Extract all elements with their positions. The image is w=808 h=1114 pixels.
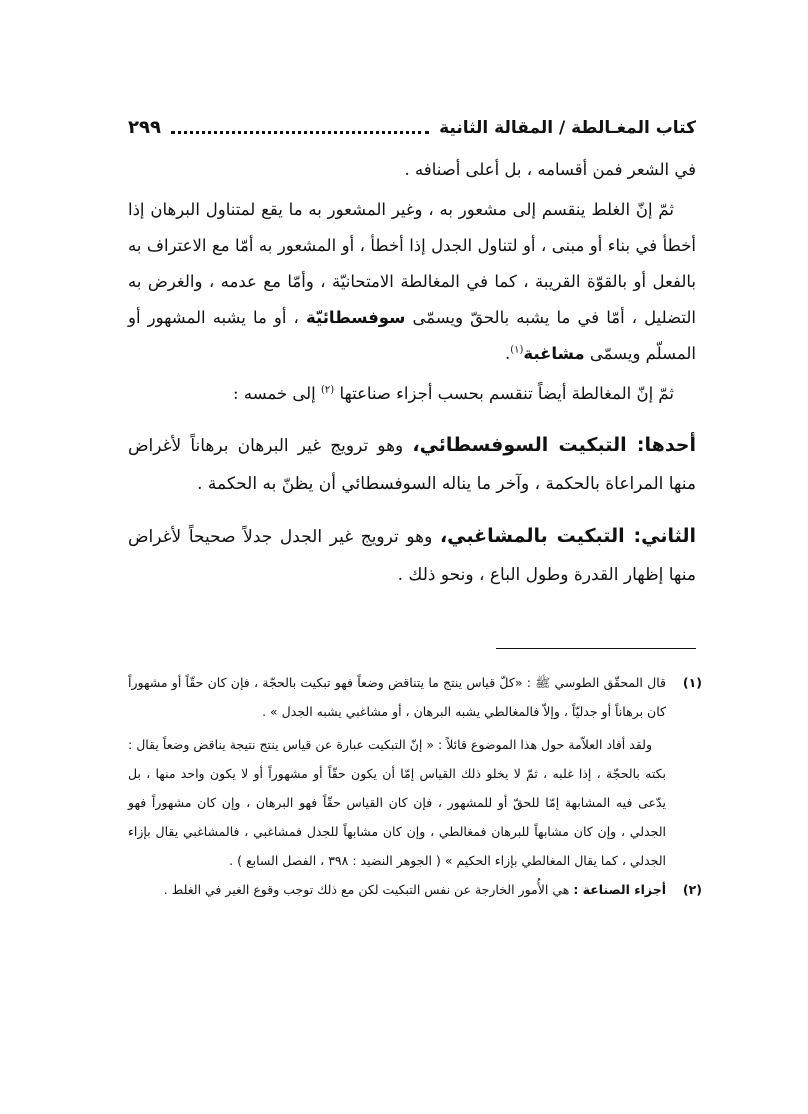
paragraph-second-division <box>128 517 696 594</box>
footnote-2-text: هي الأُمور الخارجة عن نفس التبكيت لكن مع ذلك توجب وقوع الغير في الغلط . <box>163 882 570 897</box>
term-sophistical: سوفسطائيّة <box>305 308 406 327</box>
main-text <box>128 152 696 594</box>
footnote-2 <box>128 875 702 904</box>
page-number: ٢٩٩ <box>128 117 161 138</box>
footnote-2-body <box>128 875 666 904</box>
footnote-1 <box>128 668 702 726</box>
first-division-heading: أحدها: التبكيت السوفسطائي، <box>412 434 697 456</box>
paragraph-2-end: . <box>504 344 511 363</box>
footnote-1-quote: ولقد أفاد العلاّمة حول هذا الموضوع قائلاً : « إنّ التبكيت عبارة عن قياس ينتج نتيجة يناقض وضعاً يقال : بكته بالحجّة ، إذا غلبه ، ثمّ لا يخلو ذلك القياس إمّا أن يكون حقّاً أو مشهوراً أو لا يكون واحد منها ، بل يدّعى فيه المشابهة إمّا للحقّ أو للمشهور ، فإن كان القياس حقّاً فهو البرهان ، وإن كان مشهوراً فهو الجدلي ، وإن كان مشابهاً للبرهان فمغالطي ، وإن كان مشابهاً للجدل فمشاغبي ، فالمشاغبي يقال بإزاء الجدلي ، كما يقال المغالطي بإزاء الحكيم » ( الجوهر النضيد : ٣٩٨ ، الفصل السابع ) . <box>128 737 666 868</box>
paragraph-3 <box>128 376 696 412</box>
footnote-ref-2[interactable]: (٢) <box>321 384 335 396</box>
term-eristic: مشاغبة <box>523 344 585 363</box>
running-title: كتاب المغـالطة / المقالة الثانية <box>439 118 696 138</box>
footnote-1-number: (١) <box>682 675 702 690</box>
paragraph-3-text-a: ثمّ إنّ المغالطة أيضاً تنقسم بحسب أجزاء صناعتها <box>339 384 674 403</box>
second-division-text: وهو ترويج غير الجدل جدلاً صحيحاً لأغراض منها إظهار القدرة وطول الباع ، ونحو ذلك . <box>128 527 696 585</box>
paragraph-3-text-b: إلى خمسه : <box>233 384 316 403</box>
footnote-ref-1[interactable]: (١) <box>510 344 524 356</box>
paragraph-first-division <box>128 426 696 503</box>
second-division-heading: الثاني: التبكيت بالمشاغبي، <box>439 525 696 547</box>
paragraph-2 <box>128 192 696 372</box>
footnotes <box>128 668 702 904</box>
footnote-1-continuation <box>128 730 702 875</box>
page-header <box>128 98 696 138</box>
paragraph-1: في الشعر فمن أقسامه ، بل أعلى أصنافه . <box>404 160 696 179</box>
paragraph-2-text-a: ثمّ إنّ الغلط ينقسم إلى مشعور به ، وغير المشعور به ما يقع لمتناول البرهان إذا أخطأ في بناء أو مبنى ، أو لتناول الجدل إذا أخطأ ، أو المشعور به أمّا مع الاعتراف به بالفعل أو بالقوّة القريبة ، كما في المغالطة الامتحانيّة ، وأمّا مع عدمه ، والغرض به التضليل ، أمّا في ما يشبه بالحقّ ويسمّى <box>128 200 697 327</box>
paragraph-2-text-b: ، أو ما يشبه المشهور أو المسلّم ويسمّى <box>128 308 696 363</box>
first-division-text: وهو ترويج غير البرهان برهاناً لأغراض منها المراعاة بالحكمة ، وآخر ما يناله السوفسطائي أن يظنّ به الحكمة . <box>128 436 696 494</box>
footnote-2-term: أجزاء الصناعة : <box>573 882 666 897</box>
header-dot-leader <box>171 131 429 134</box>
footnote-2-number: (٢) <box>682 882 702 897</box>
footnote-separator <box>496 648 696 649</box>
footnote-1-text: قال المحقّق الطوسي ﷺ : «كلّ قياس ينتج ما يتناقض وضعاً فهو تبكيت بالحجّة ، فإن كان حقّاً أو مشهوراً كان برهاناً أو جدليّاً ، وإلاّ فالمغالطي يشبه البرهان ، أو مشاغبي يشبه الجدل » . <box>128 675 666 719</box>
